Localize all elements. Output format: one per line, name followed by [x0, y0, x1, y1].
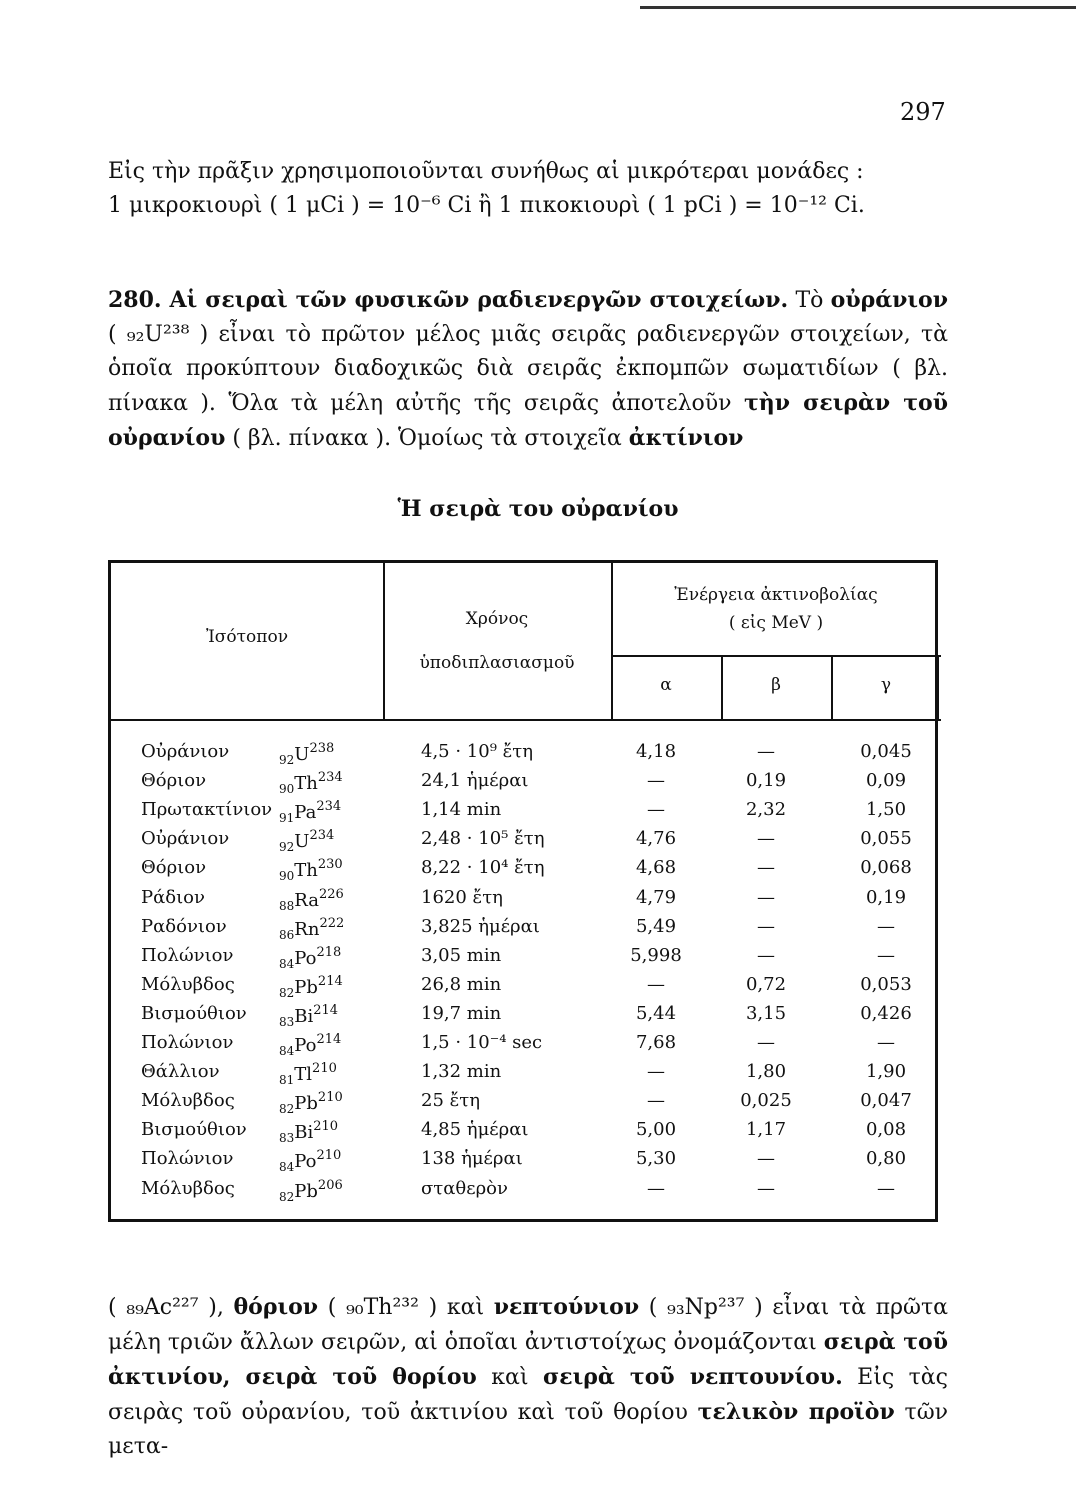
alpha-energy: — [647, 1061, 665, 1083]
beta-energy: 1,80 [745, 1061, 787, 1083]
isotope-symbol [279, 1148, 341, 1174]
beta-energy: 3,15 [745, 1002, 787, 1024]
mass-number: 206 [317, 1177, 343, 1193]
half-life: 24,1 ἡμέραι [421, 770, 529, 792]
isotope-name: Πρωτακτίνιον [141, 799, 273, 821]
header-gamma: γ [880, 675, 892, 695]
element-symbol: U [294, 831, 310, 853]
table-row [111, 1119, 941, 1148]
half-life: 19,7 min [421, 1002, 502, 1024]
beta-energy: 1,17 [745, 1119, 787, 1141]
section-280-paragraph [108, 283, 948, 456]
alpha-energy: 4,76 [635, 828, 677, 850]
text-span: ( ₈₉Ac²²⁷ ), [108, 1295, 234, 1320]
isotope-name: Θόριον [141, 770, 207, 792]
mass-number: 214 [313, 1002, 339, 1018]
half-life: 3,825 ἡμέραι [421, 915, 540, 937]
isotope-symbol [279, 770, 343, 796]
gamma-energy: 0,068 [860, 857, 912, 879]
isotope-name: Πολώνιον [141, 1148, 234, 1170]
intro-line-2: 1 μικροκιουρὶ ( 1 μCi ) = 10⁻⁶ Ci ἢ 1 πικοκιουρὶ ( 1 pCi ) = 10⁻¹² Ci. [108, 193, 865, 218]
text-span: ( ₉₀Th²³² ) καὶ [318, 1295, 494, 1320]
atomic-number: 90 [279, 782, 295, 797]
alpha-energy: 5,998 [630, 944, 682, 966]
half-life: 8,22 · 10⁴ ἔτη [421, 857, 545, 879]
isotope-name: Μόλυβδος [141, 1090, 235, 1112]
header-divider [611, 655, 941, 657]
isotope-symbol [279, 799, 341, 825]
bold-term: οὐράνιον [830, 287, 948, 313]
mass-number: 218 [316, 944, 342, 960]
element-symbol: Th [294, 860, 318, 882]
isotope-symbol [279, 1119, 338, 1145]
half-life: 1,5 · 10⁻⁴ sec [421, 1032, 543, 1053]
gamma-energy: 1,90 [865, 1061, 907, 1083]
beta-energy: 0,72 [745, 973, 787, 995]
isotope-symbol [279, 974, 343, 1000]
page-number: 297 [900, 98, 946, 126]
uranium-series-table [108, 560, 938, 1222]
element-symbol: Pa [294, 802, 317, 824]
alpha-energy: 5,49 [635, 915, 677, 937]
isotope-symbol [279, 1003, 338, 1029]
gamma-energy: 0,047 [860, 1090, 912, 1112]
table-row [111, 945, 941, 974]
bold-term: ἀκτίνιον [628, 425, 744, 451]
atomic-number: 86 [279, 927, 295, 942]
table-row [111, 799, 941, 828]
isotope-symbol [279, 1032, 341, 1058]
atomic-number: 82 [279, 985, 295, 1000]
element-symbol: Po [294, 1035, 317, 1056]
isotope-name: Μόλυβδος [141, 973, 235, 995]
element-symbol: U [294, 744, 310, 765]
table-row [111, 916, 941, 945]
isotope-symbol [279, 1178, 343, 1204]
col-divider [383, 563, 385, 721]
alpha-energy: 5,30 [635, 1148, 677, 1170]
atomic-number: 83 [279, 1131, 295, 1146]
mass-number: 238 [309, 741, 335, 756]
isotope-name: Οὐράνιον [141, 828, 230, 850]
element-symbol: Bi [294, 1005, 314, 1027]
beta-energy: 0,025 [740, 1090, 792, 1112]
atomic-number: 82 [279, 1189, 295, 1204]
alpha-energy: — [647, 973, 665, 995]
table-caption: Ἡ σειρὰ του οὐρανίου [397, 496, 679, 522]
half-life: 3,05 min [421, 944, 502, 966]
atomic-number: 84 [279, 1044, 295, 1058]
atomic-number: 91 [279, 811, 295, 826]
isotope-name: Πολώνιον [141, 944, 234, 966]
element-symbol: Tl [294, 1064, 313, 1086]
table-row [111, 741, 941, 770]
isotope-symbol [279, 1061, 337, 1087]
text-span: Εἰς τὰς σειρὰς τοῦ οὐρανίου, τοῦ ἀκτινίου καὶ τοῦ θορίου [108, 1365, 948, 1425]
section-heading: 280. Αἱ σειραὶ τῶν φυσικῶν ραδιενεργῶν στοιχείων. [108, 287, 789, 313]
mass-number: 234 [309, 828, 335, 844]
atomic-number: 92 [279, 753, 295, 767]
text-span: Τὸ [788, 288, 831, 313]
mass-number: 230 [317, 857, 343, 873]
beta-energy: 0,19 [745, 770, 787, 792]
closing-paragraph [108, 1290, 948, 1464]
atomic-number: 84 [279, 956, 295, 971]
table-row [111, 770, 941, 799]
intro-line-1: Εἰς τὴν πρᾶξιν χρησιμοποιοῦνται συνήθως αἱ μικρότεραι μονάδες : [108, 159, 864, 184]
text-span: ( βλ. πίνακα ). Ὁμοίως τὰ στοιχεῖα [225, 426, 629, 451]
half-life: 4,85 ἡμέραι [421, 1119, 529, 1141]
header-isotope: Ἰσότοπον [205, 627, 289, 647]
gamma-energy: 0,09 [865, 770, 907, 792]
mass-number: 210 [313, 1119, 339, 1135]
gamma-energy: 0,426 [860, 1002, 912, 1024]
gamma-energy: 0,045 [860, 741, 912, 762]
isotope-symbol [279, 828, 334, 854]
text-span: ( ₉₃Np²³⁷ ) εἶναι τὰ πρῶτα μέλη τριῶν ἄλλων σειρῶν, αἱ ὁποῖαι ἀντιστοίχως ὀνομάζονται [108, 1295, 948, 1355]
alpha-energy: 5,00 [635, 1119, 677, 1141]
gamma-energy: — [877, 915, 895, 937]
alpha-energy: 4,79 [635, 886, 677, 908]
atomic-number: 88 [279, 898, 295, 913]
atomic-number: 84 [279, 1160, 295, 1175]
half-life: 25 ἔτη [421, 1090, 481, 1112]
mass-number: 214 [317, 973, 343, 989]
half-life: 2,48 · 10⁵ ἔτη [421, 828, 545, 850]
table-row [111, 1003, 941, 1032]
mass-number: 226 [318, 886, 344, 902]
beta-energy: — [757, 1177, 775, 1199]
mass-number: 234 [317, 770, 343, 786]
table-row [111, 974, 941, 1003]
beta-energy: — [757, 828, 775, 850]
half-life: 1620 ἔτη [421, 886, 503, 908]
isotope-symbol [279, 741, 334, 767]
alpha-energy: 4,18 [635, 741, 677, 762]
mass-number: 210 [317, 1090, 343, 1106]
alpha-energy: — [647, 799, 665, 821]
beta-energy: — [757, 886, 775, 908]
isotope-name: Οὐράνιον [141, 741, 230, 762]
isotope-name: Πολώνιον [141, 1032, 234, 1053]
gamma-energy: 1,50 [865, 799, 907, 821]
intro-paragraph [108, 155, 948, 223]
table-row [111, 1032, 941, 1061]
header-alpha: α [660, 675, 672, 695]
table-row [111, 1178, 941, 1207]
element-symbol: Bi [294, 1122, 314, 1144]
atomic-number: 81 [279, 1073, 295, 1088]
table-row [111, 1090, 941, 1119]
table-row [111, 1061, 941, 1090]
table-row [111, 828, 941, 857]
table-row [111, 887, 941, 916]
text-span: ( ₉₂U²³⁸ ) εἶναι τὸ πρῶτον μέλος μιᾶς σειρᾶς ραδιενεργῶν στοιχείων, τὰ ὁποῖα προκύπτουν διαδοχικῶς διὰ σειρᾶς ἐκπομπῶν σωματιδίων ( βλ. πίνακα ). Ὅλα τὰ μέλη αὐτῆς τῆς σειρᾶς ἀποτελοῦν [108, 322, 948, 416]
beta-energy: — [757, 944, 775, 966]
text-span: καὶ [476, 1365, 543, 1390]
header-energy-2: ( εἰς MeV ) [728, 613, 824, 633]
beta-energy: — [757, 1148, 775, 1170]
isotope-symbol [279, 945, 341, 971]
alpha-energy: — [647, 1090, 665, 1112]
alpha-energy: — [647, 770, 665, 792]
header-halflife-1: Χρόνος [465, 609, 529, 629]
isotope-symbol [279, 887, 344, 913]
gamma-energy: — [877, 1032, 895, 1053]
bold-term: τελικὸν προϊὸν [697, 1399, 895, 1425]
isotope-name: Θόριον [141, 857, 207, 879]
gamma-energy: 0,08 [865, 1119, 907, 1141]
text-span: τῶν μετα- [108, 1400, 949, 1459]
element-symbol: Th [294, 773, 318, 795]
gamma-energy: 0,19 [865, 886, 907, 908]
beta-energy: — [757, 741, 775, 762]
gamma-energy: 0,80 [865, 1148, 907, 1170]
table-row [111, 857, 941, 886]
element-symbol: Pb [294, 1180, 318, 1202]
beta-energy: — [757, 915, 775, 937]
beta-energy: — [757, 857, 775, 879]
alpha-energy: 4,68 [635, 857, 677, 879]
isotope-name: Θάλλιον [141, 1061, 220, 1083]
header-bottom-line [111, 719, 941, 721]
mass-number: 222 [319, 915, 345, 931]
element-symbol: Pb [294, 976, 318, 998]
bold-term: νεπτούνιον [493, 1294, 640, 1320]
isotope-name: Βισμούθιον [141, 1002, 247, 1024]
isotope-symbol [279, 1090, 343, 1116]
half-life: 138 ἡμέραι [421, 1148, 523, 1170]
beta-energy: 2,32 [745, 799, 787, 821]
alpha-energy: — [647, 1177, 665, 1199]
element-symbol: Pb [294, 1093, 318, 1115]
isotope-name: Μόλυβδος [141, 1177, 235, 1199]
isotope-name: Ράδιον [141, 886, 205, 908]
element-symbol: Rn [294, 918, 320, 940]
isotope-symbol [279, 916, 344, 942]
bold-term: σειρὰ τοῦ ἀκτινίου, σειρὰ τοῦ θορίου [108, 1329, 948, 1390]
gamma-energy: — [877, 1177, 895, 1199]
gamma-energy: — [877, 944, 895, 966]
isotope-name: Ραδόνιον [141, 915, 227, 937]
header-halflife-2: ὑποδιπλασιασμοῦ [419, 653, 575, 673]
header-energy-1: Ἐνέργεια ἀκτινοβολίας [674, 585, 878, 605]
header-beta: β [771, 675, 781, 695]
mass-number: 210 [316, 1148, 342, 1164]
isotope-name: Βισμούθιον [141, 1119, 247, 1141]
atomic-number: 83 [279, 1014, 295, 1029]
gamma-energy: 0,053 [860, 973, 912, 995]
bold-term: σειρὰ τοῦ νεπτουνίου. [542, 1364, 843, 1390]
element-symbol: Po [294, 1151, 317, 1173]
alpha-energy: 5,44 [635, 1002, 677, 1024]
beta-energy: — [757, 1032, 775, 1053]
gamma-energy: 0,055 [860, 828, 912, 850]
isotope-symbol [279, 857, 343, 883]
top-edge-line [640, 6, 1076, 9]
alpha-energy: 7,68 [635, 1032, 677, 1053]
mass-number: 210 [312, 1061, 337, 1077]
mass-number: 234 [316, 799, 342, 815]
table-row [111, 1148, 941, 1177]
half-life: σταθερὸν [421, 1177, 508, 1199]
element-symbol: Ra [294, 889, 319, 911]
half-life: 4,5 · 10⁹ ἔτη [421, 741, 534, 762]
atomic-number: 92 [279, 840, 295, 855]
bold-term: τὴν σειρὰν τοῦ οὐρανίου [108, 390, 948, 451]
half-life: 26,8 min [421, 973, 502, 995]
atomic-number: 90 [279, 869, 295, 884]
bold-term: θόριον [233, 1294, 319, 1320]
half-life: 1,14 min [421, 799, 502, 821]
half-life: 1,32 min [421, 1061, 502, 1083]
element-symbol: Po [294, 947, 317, 969]
atomic-number: 82 [279, 1102, 295, 1117]
mass-number: 214 [316, 1032, 342, 1047]
